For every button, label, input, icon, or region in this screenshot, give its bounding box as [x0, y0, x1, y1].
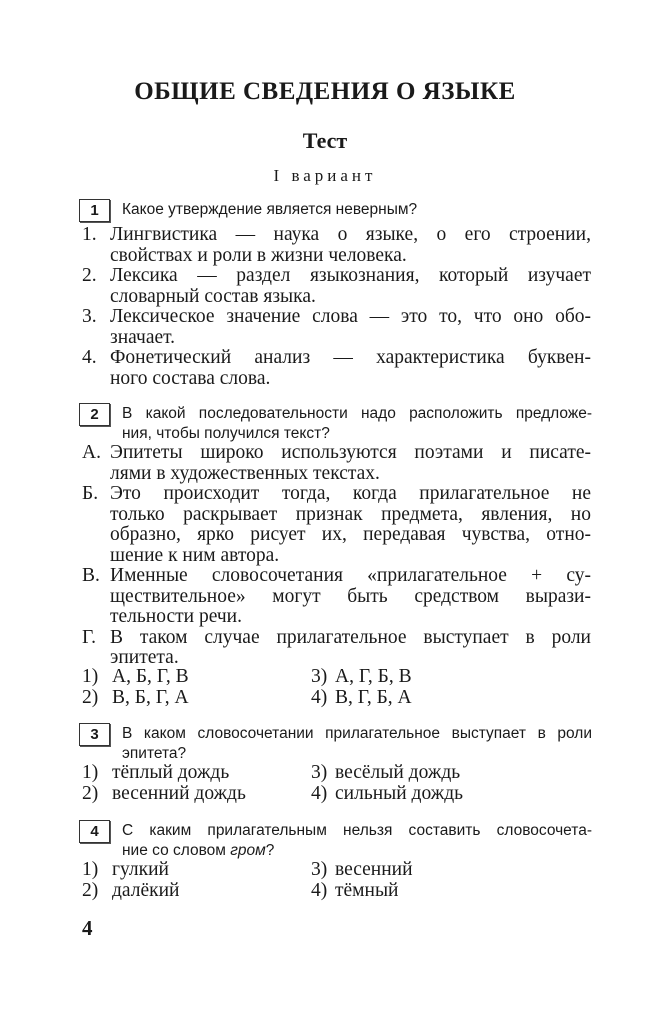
answer-text: далёкий: [112, 879, 180, 901]
answer-mark: 2): [82, 782, 99, 804]
answer-choice-4: [311, 881, 399, 902]
question-number-box: 4: [79, 820, 110, 843]
answer-text: весенний: [335, 859, 413, 880]
option-mark: 4.: [82, 347, 97, 368]
option-item: [82, 484, 591, 566]
answer-mark: 3): [311, 666, 328, 687]
answer-row: [82, 667, 582, 688]
option-line: Это происходит тогда, когда прилагательное не: [110, 483, 591, 504]
test-title: Тест: [302, 128, 348, 153]
question-4-answers: [82, 860, 582, 901]
option-mark: 1.: [82, 224, 97, 245]
answer-choice-1: [82, 860, 169, 881]
answer-choice-2: [82, 688, 189, 709]
answer-choice-1: [82, 667, 189, 688]
option-line: тельности речи.: [110, 606, 242, 627]
answer-text: А, Б, Г, В: [112, 666, 189, 687]
answer-choice-2: [82, 881, 179, 902]
option-item: [82, 225, 591, 266]
answer-text: весенний дождь: [112, 782, 246, 804]
option-line: свойствах и роли в жизни человека.: [110, 244, 407, 266]
option-item: [82, 307, 591, 348]
option-mark: А.: [82, 442, 101, 463]
question-2-answers: [82, 667, 582, 708]
option-line: Именные словосочетания «прилагательное + су-: [110, 565, 591, 586]
answer-text: весёлый дождь: [335, 762, 461, 783]
answer-mark: 3): [311, 859, 328, 880]
answer-choice-3: [311, 763, 460, 784]
answer-mark: 1): [82, 859, 99, 880]
option-mark: 3.: [82, 306, 97, 327]
answer-mark: 4): [311, 879, 328, 901]
option-line: В таком случае прилагательное выступает в роли: [110, 626, 591, 648]
question-1-options: [82, 225, 591, 389]
option-line: Эпитеты широко используются поэтами и писате-: [110, 442, 591, 463]
option-item: [82, 443, 591, 484]
question-number-box: 2: [79, 403, 110, 426]
answer-choice-3: [311, 860, 413, 881]
question-prompt: [122, 821, 592, 861]
answer-text: В, Г, Б, А: [335, 686, 412, 708]
question-number-box: 1: [79, 199, 110, 222]
answer-text: сильный дождь: [335, 782, 464, 804]
question-3-answers: [82, 763, 582, 804]
answer-row: [82, 881, 582, 902]
option-line: лями в художественных текстах.: [110, 462, 380, 484]
option-mark: В.: [82, 565, 100, 586]
chapter-title: ОБЩИЕ СВЕДЕНИЯ О ЯЗЫКЕ: [134, 78, 516, 105]
answer-text: гулкий: [112, 859, 169, 880]
question-prompt: [122, 404, 592, 444]
answer-row: [82, 688, 582, 709]
prompt-line: эпитета?: [122, 745, 187, 762]
question-prompt: [122, 724, 592, 764]
option-item: [82, 348, 591, 389]
answer-mark: 4): [311, 782, 328, 804]
prompt-line: ния, чтобы получился текст?: [122, 425, 330, 442]
answer-text: А, Г, Б, В: [335, 666, 412, 687]
prompt-line: С каким прилагательным нельзя составить словосочета-: [122, 822, 592, 839]
answer-mark: 2): [82, 686, 99, 708]
question-prompt: Какое утверждение является неверным?: [122, 201, 418, 218]
option-line: шение к ним автора.: [110, 544, 280, 566]
page-number: 4: [82, 916, 93, 940]
option-mark: Г.: [82, 626, 96, 648]
answer-choice-2: [82, 784, 246, 805]
answer-row: [82, 784, 582, 805]
option-line: только раскрывает признак предмета, явления, но: [110, 503, 591, 525]
answer-mark: 3): [311, 762, 328, 783]
answer-choice-4: [311, 688, 412, 709]
answer-mark: 1): [82, 762, 99, 783]
answer-mark: 1): [82, 666, 99, 687]
answer-choice-3: [311, 667, 412, 688]
option-line: Лексическое значение слова — это то, что оно обо-: [110, 306, 591, 327]
option-mark: Б.: [82, 483, 99, 504]
option-line: ного состава слова.: [110, 367, 271, 389]
answer-choice-1: [82, 763, 229, 784]
option-line: образно, ярко рисует их, передавая чувства, отно-: [110, 524, 591, 545]
answer-row: [82, 763, 582, 784]
prompt-italic-word: гром: [230, 842, 266, 859]
option-line: ществительное» могут быть средством вырази-: [110, 585, 591, 607]
prompt-text: ?: [265, 842, 275, 859]
prompt-text: ние со словом: [122, 842, 231, 859]
option-line: эпитета.: [110, 647, 179, 668]
answer-choice-4: [311, 784, 463, 805]
answer-row: [82, 860, 582, 881]
option-item: [82, 266, 591, 307]
question-number-box: 3: [79, 723, 110, 746]
answer-text: В, Б, Г, А: [112, 686, 189, 708]
option-line: значает.: [110, 326, 176, 348]
option-line: Лингвистика — наука о языке, о его строении,: [110, 224, 591, 245]
option-item: [82, 628, 591, 669]
option-item: [82, 566, 591, 628]
option-line: словарный состав языка.: [110, 285, 316, 307]
answer-text: тёмный: [335, 879, 399, 901]
prompt-line: В какой последовательности надо расположить предложе-: [122, 405, 592, 422]
variant-label: I вариант: [273, 166, 377, 185]
option-line: Лексика — раздел языкознания, который изучает: [110, 265, 591, 286]
option-line: Фонетический анализ — характеристика буквен-: [110, 347, 591, 368]
answer-text: тёплый дождь: [112, 762, 230, 783]
prompt-line: [122, 841, 592, 861]
prompt-line: В каком словосочетании прилагательное выступает в роли: [122, 725, 592, 742]
answer-mark: 4): [311, 686, 328, 708]
option-mark: 2.: [82, 265, 97, 286]
question-2-options: [82, 443, 591, 669]
answer-mark: 2): [82, 879, 99, 901]
